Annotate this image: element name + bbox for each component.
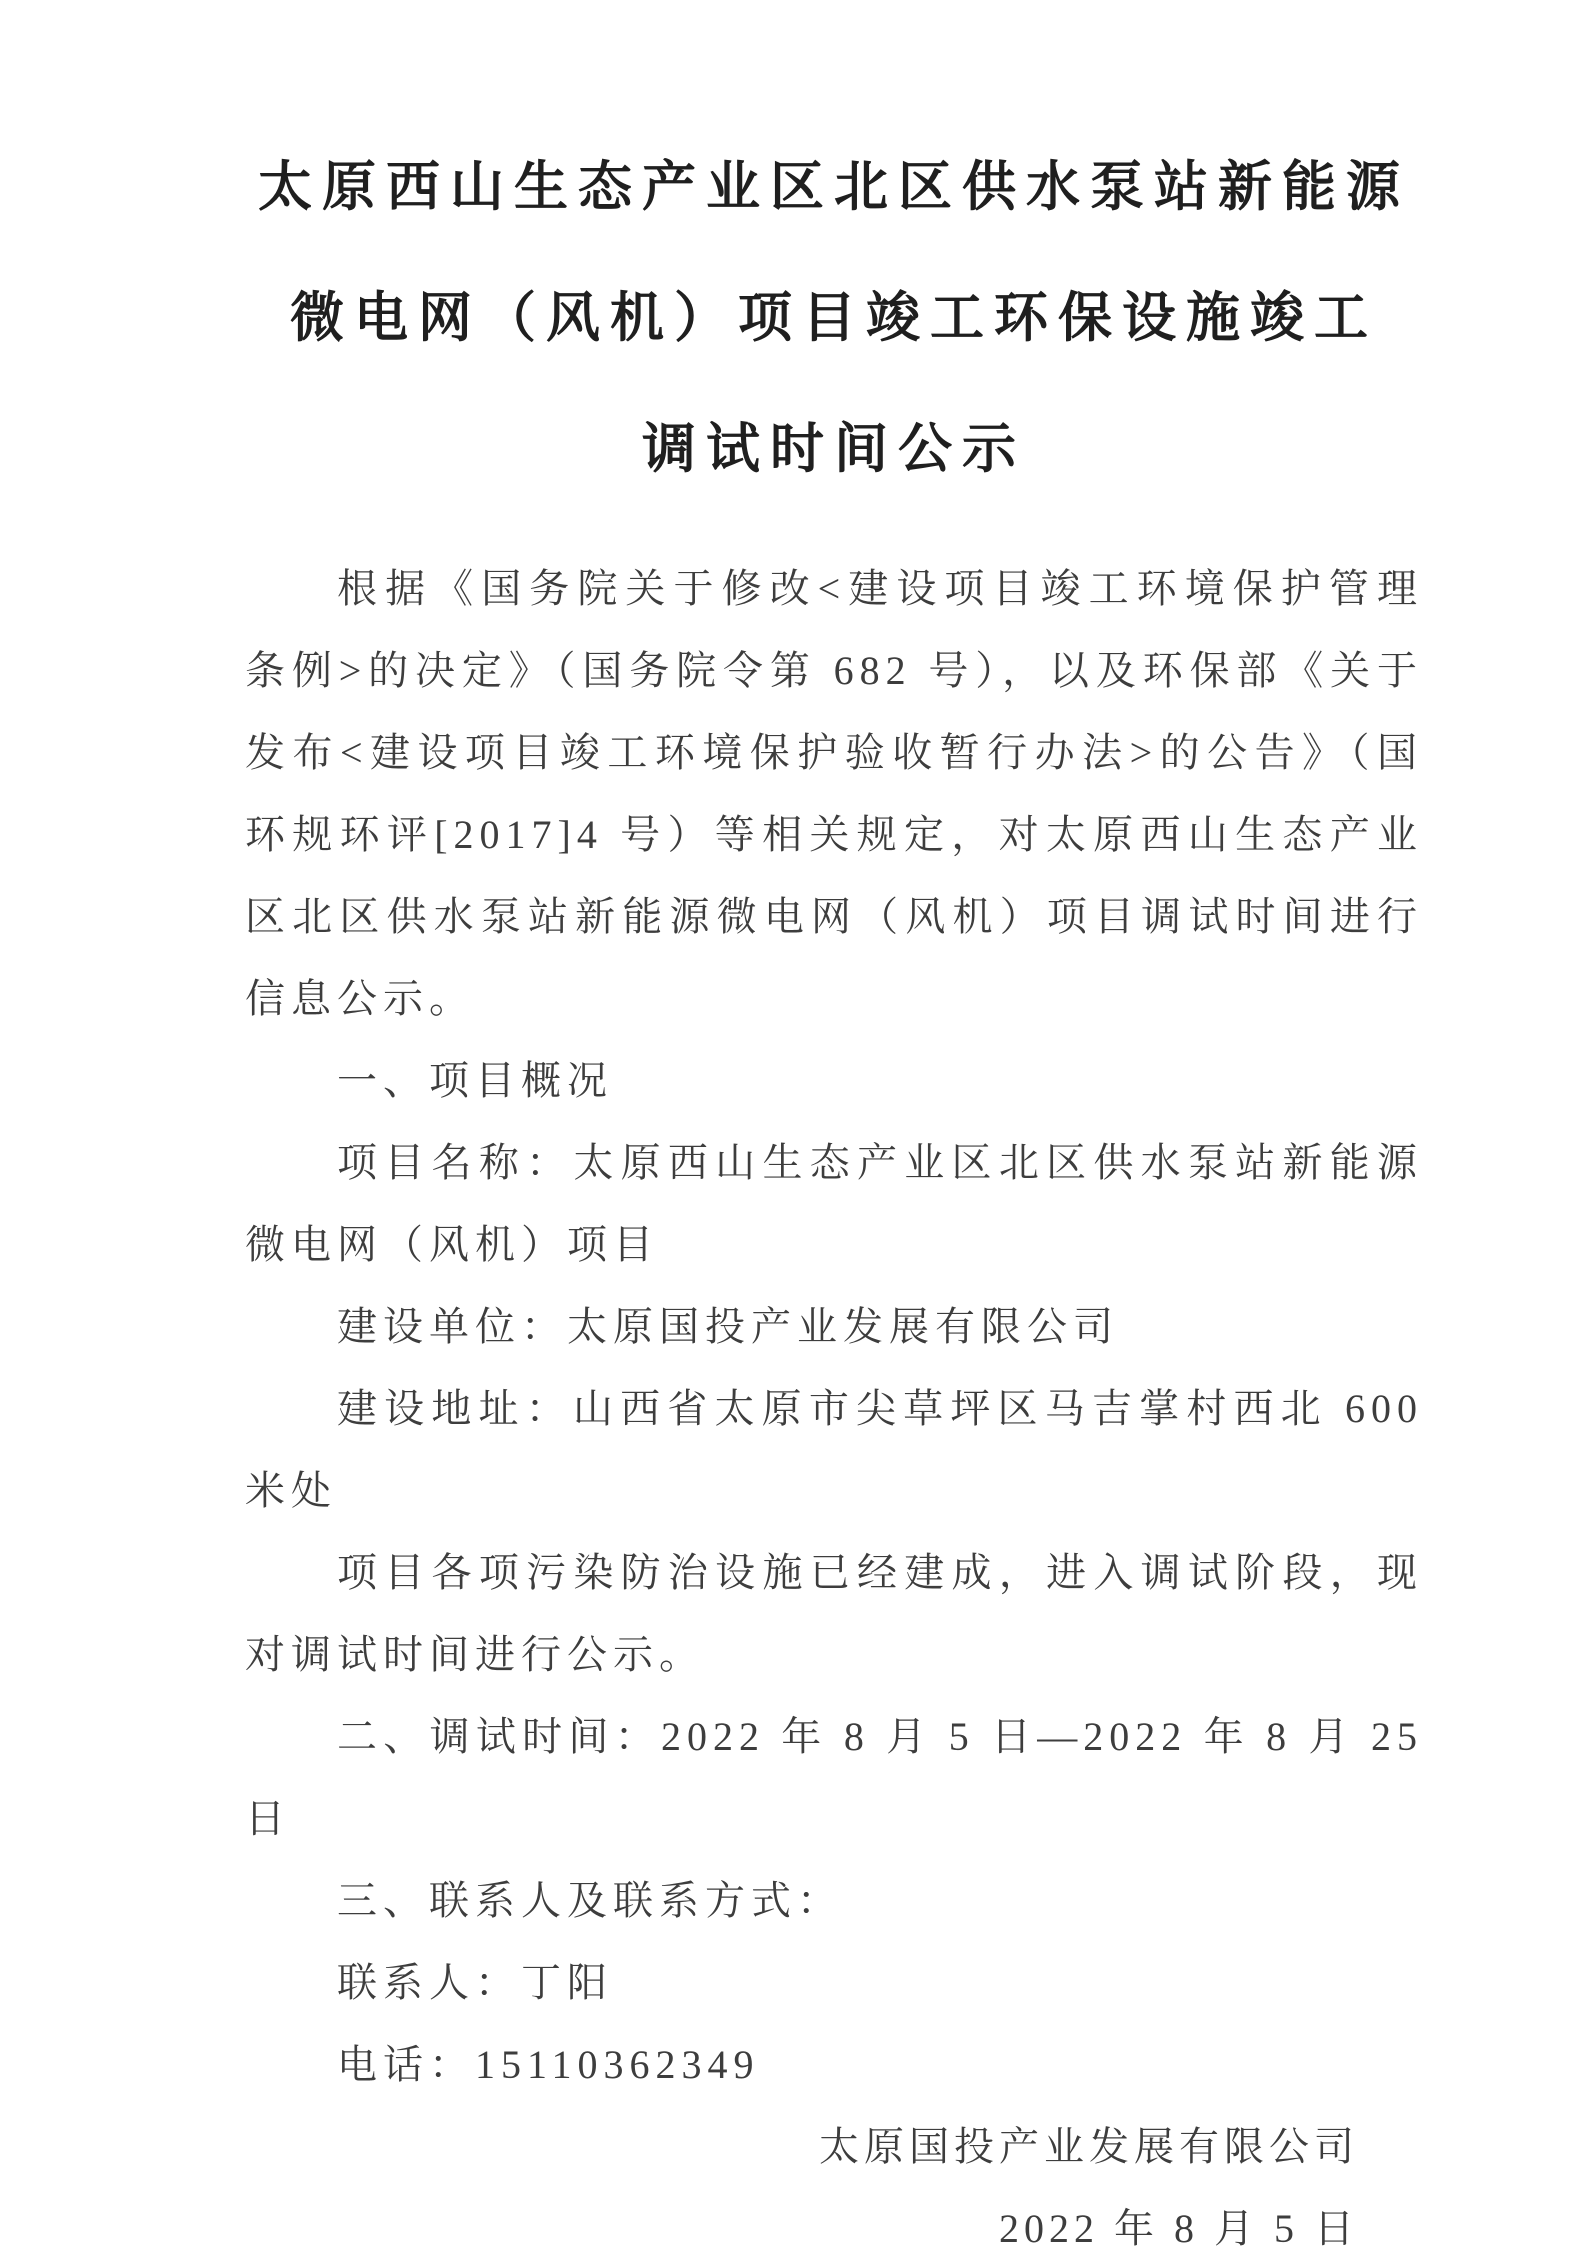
section-2-debug-time-line: 二、调试时间：2022 年 8 月 5 日—2022 年 8 月 25 日 [245,1714,1423,1841]
intro-paragraph: 根据《国务院关于修改<建设项目竣工环境保护管理条例>的决定》（国务院令第 682 号），以及环保部《关于发布<建设项目竣工环境保护验收暂行办法>的公告》（国环规环评[2017]4 号）等相关规定，对太原西山生态产业区北区供水泵站新能源微电网（风机）项目调试时间进行信息公示。 [245,566,1423,1021]
contact-phone-line: 电话：15110362349 [337,2042,760,2087]
page-title-line-2: 微电网（风机）项目竣工环保设施竣工 [290,288,1378,348]
page-title [245,122,1423,515]
contact-person-line: 联系人：丁阳 [337,1960,613,2005]
section-3-contact-heading: 三、联系人及联系方式： [337,1878,843,1923]
construction-address-line: 建设地址：山西省太原市尖草坪区马吉掌村西北 600 米处 [245,1386,1423,1513]
document-body [245,548,1423,2257]
page-title-line-3: 调试时间公示 [642,419,1026,479]
document-content [245,122,1423,2257]
signature-company: 太原国投产业发展有限公司 [819,2124,1359,2169]
page-title-line-1: 太原西山生态产业区北区供水泵站新能源 [258,157,1410,217]
facilities-status-paragraph: 项目各项污染防治设施已经建成，进入调试阶段，现对调试时间进行公示。 [245,1550,1423,1677]
section-1-heading: 一、项目概况 [337,1058,613,1103]
signature-date: 2022 年 8 月 5 日 [999,2206,1359,2251]
project-name-line: 项目名称：太原西山生态产业区北区供水泵站新能源微电网（风机）项目 [245,1140,1423,1267]
construction-unit-line: 建设单位：太原国投产业发展有限公司 [337,1304,1119,1349]
